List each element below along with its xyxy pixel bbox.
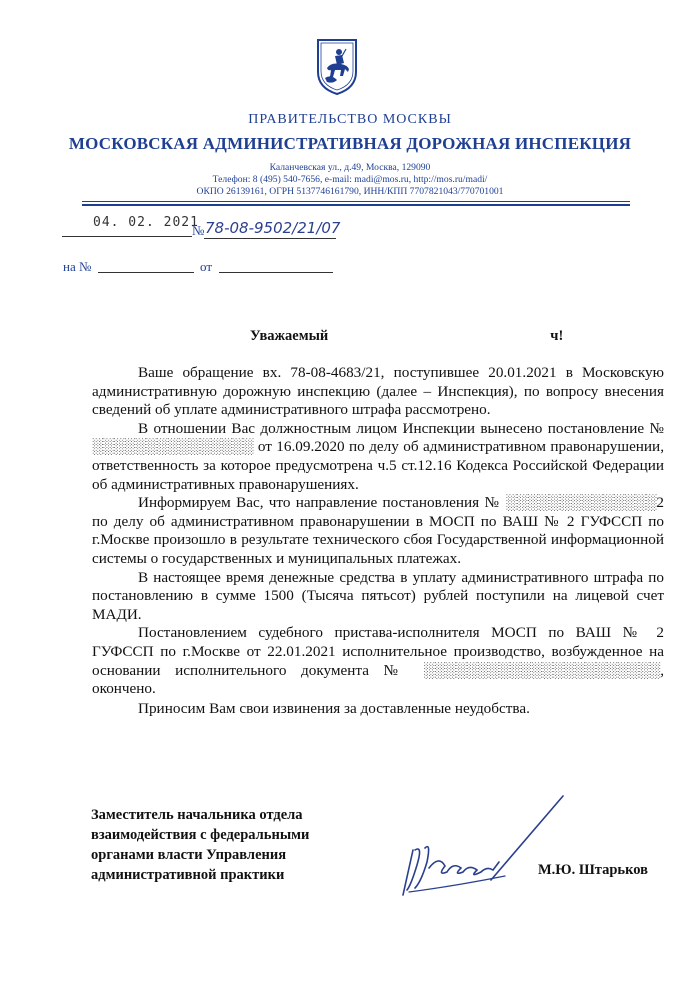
signatory-name: М.Ю. Штарьков — [538, 862, 648, 878]
paragraph: В отношении Вас должностным лицом Инспекции вынесено постановление № ░░░░░░░░░░░░░░░ от 16.09.2020 по делу об административном правонарушении, ответственность за которое предусмотрена ч.5 ст.12.16 Кодекса Российской Федерации об административных правонарушениях. — [92, 419, 664, 493]
greeting — [250, 328, 563, 345]
paragraph: Ваше обращение вх. 78-08-4683/21, поступившее 20.01.2021 в Московскую административную дорожную инспекцию (далее – Инспекция), по вопросу внесения сведений об уплате административного штрафа рассмотрено. — [92, 364, 664, 419]
header-divider-thick — [82, 204, 630, 206]
greeting-start: Уважаемый — [250, 328, 329, 344]
header-divider — [82, 201, 630, 202]
number-underline — [204, 238, 336, 239]
address-line: Каланчевская ул., д.49, Москва, 129090 — [269, 162, 431, 173]
reference-from-label: от — [200, 259, 213, 274]
greeting-end: ч! — [550, 328, 564, 344]
paragraph: Постановлением судебного пристава-исполнителя МОСП по ВАШ № 2 ГУФССП по г.Москве от 22.01.2021 исполнительное производство, возбужденное на основании исполнительного документа № ░░░░░░░░░░░░░░░░░░░░░░, окончено. — [92, 624, 664, 698]
signatory-title-line: взаимодействия с федеральными — [91, 827, 310, 843]
paragraph: Приносим Вам свои извинения за доставленные неудобства. — [138, 699, 530, 717]
reference-date-underline — [219, 272, 333, 273]
signatory-title-line: Заместитель начальника отдела — [91, 807, 303, 823]
moscow-coat-of-arms-icon — [315, 38, 359, 96]
reference-label: на № — [63, 259, 92, 274]
signatory-title-line: административной практики — [91, 867, 285, 883]
number-prefix: № — [192, 223, 205, 238]
date-underline — [62, 236, 192, 237]
requisites-line: ОКПО 26139161, ОГРН 5137746161790, ИНН/КПП 7707821043/770701001 — [196, 186, 504, 197]
signatory-title-line: органами власти Управления — [91, 847, 287, 863]
reference-underline — [98, 272, 194, 273]
letter-body — [92, 364, 664, 718]
contacts-line: Телефон: 8 (495) 540-7656, e-mail: madi@mos.ru, http://mos.ru/madi/ — [212, 174, 488, 185]
registration-number: 78-08-9502/21/07 — [205, 219, 341, 237]
paragraph: Информируем Вас, что направление постановления № ░░░░░░░░░░░░░░2 по делу об административном правонарушении в МОСП по ВАШ № 2 ГУФССП по г.Москве произошло в результате технического сбоя Государственной информационной системы о государственных и муниципальных платежах. — [92, 494, 664, 567]
signatory-title — [91, 805, 361, 885]
organization-title: МОСКОВСКАЯ АДМИНИСТРАТИВНАЯ ДОРОЖНАЯ ИНСПЕКЦИЯ — [68, 134, 632, 153]
handwritten-signature — [395, 790, 570, 905]
registration-date: 04. 02. 2021 — [93, 215, 199, 230]
paragraph: В настоящее время денежные средства в уплату административного штрафа по постановлению в сумме 1500 (Тысяча пятьсот) рублей поступили на лицевой счет МАДИ. — [92, 568, 664, 623]
government-title: ПРАВИТЕЛЬСТВО МОСКВЫ — [248, 112, 452, 127]
